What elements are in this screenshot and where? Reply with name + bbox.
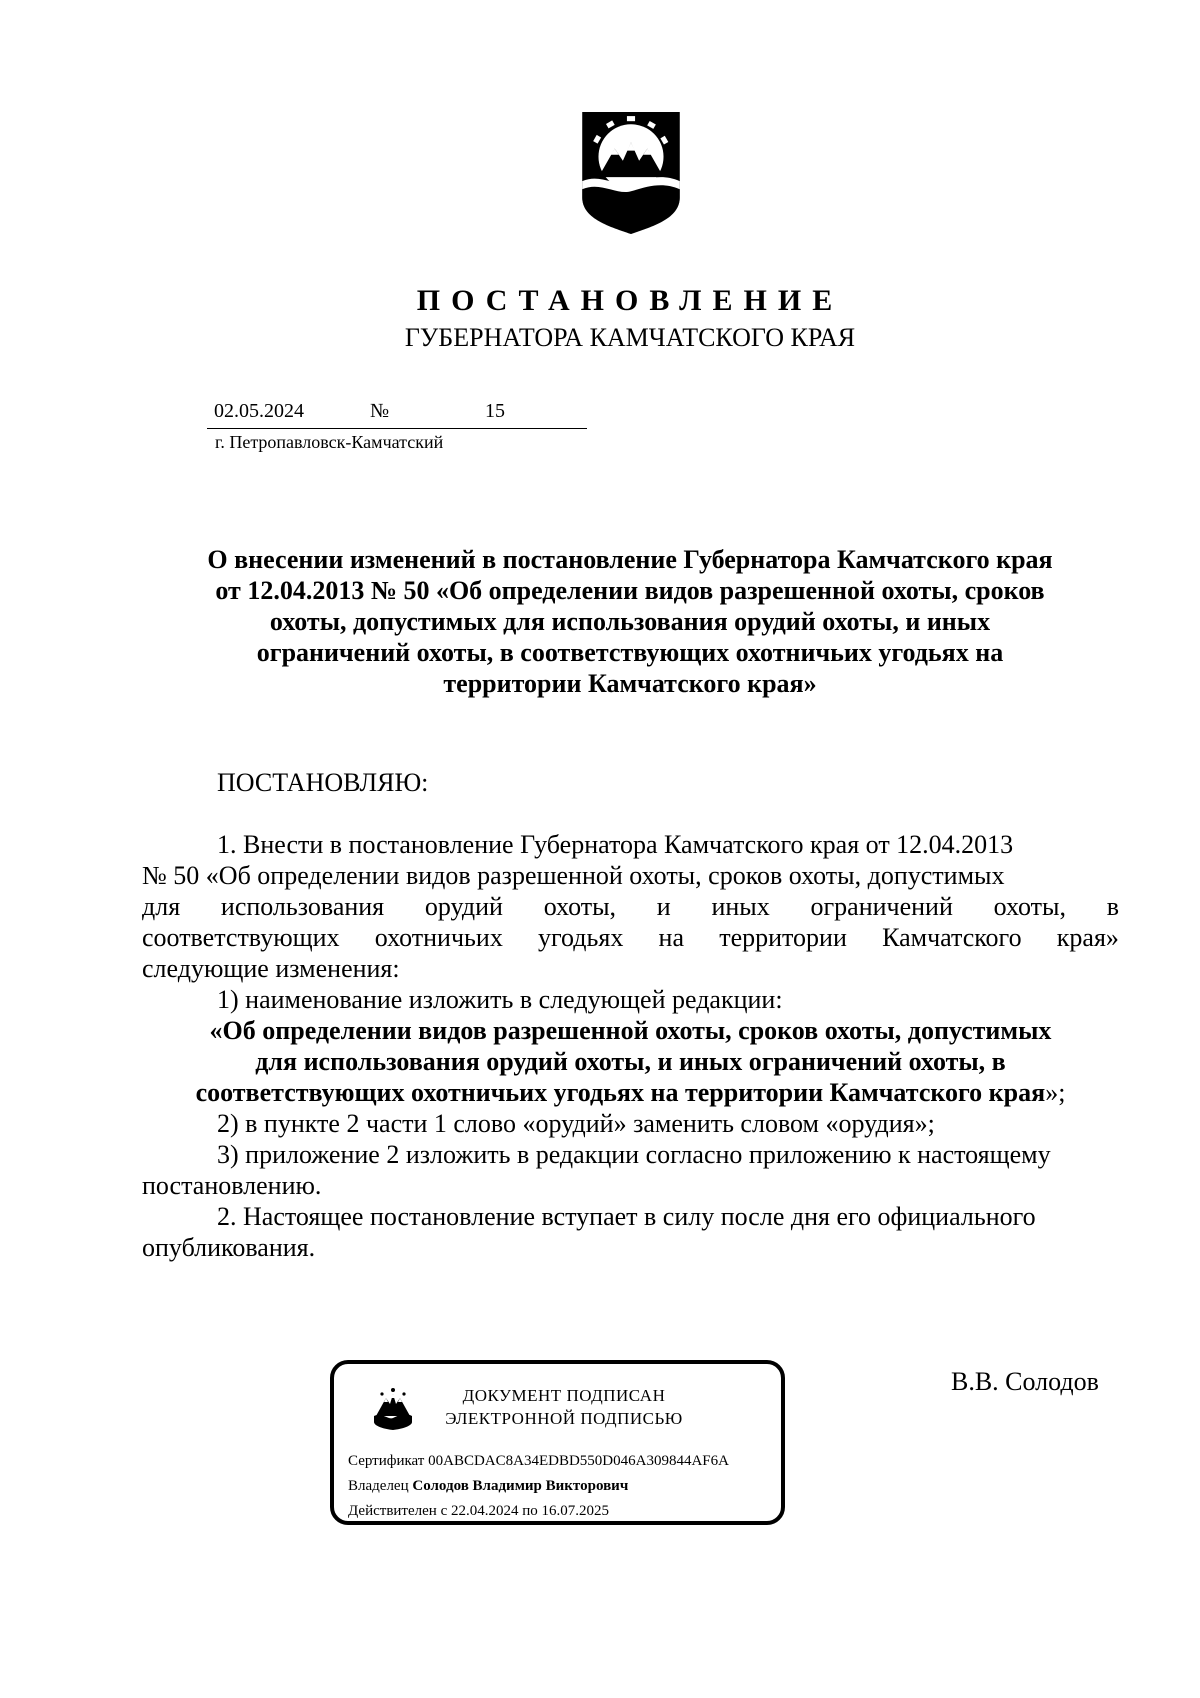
- document-number: 15: [485, 400, 505, 422]
- new-name-line: для использования орудий охоты, и иных ограничений охоты, в: [255, 1047, 1006, 1076]
- word: орудий: [424, 892, 503, 921]
- word: для: [142, 892, 181, 921]
- validity-from: 22.04.2024: [450, 1503, 519, 1519]
- stamp-heading-line: ЭЛЕКТРОННОЙ ПОДПИСЬЮ: [445, 1409, 683, 1428]
- word: охоты,: [543, 892, 617, 921]
- word: охотничьих: [374, 923, 503, 952]
- owner-value: Солодов Владимир Викторович: [412, 1478, 629, 1494]
- subitem-3-line: постановлению.: [142, 1171, 322, 1200]
- paragraph-1-line-justified: [142, 922, 1119, 953]
- validity-label: Действителен: [348, 1503, 437, 1519]
- paragraph-1-line: следующие изменения:: [142, 954, 400, 983]
- validity-to: 16.07.2025: [541, 1503, 610, 1519]
- subitem-3-line: 3) приложение 2 изложить в редакции согласно приложению к настоящему: [217, 1140, 1051, 1169]
- word: угодьях: [538, 923, 624, 952]
- title-line: О внесении изменений в постановление Губернатора Камчатского края: [207, 545, 1053, 574]
- resolve-heading: ПОСТАНОВЛЯЮ:: [217, 768, 429, 797]
- stamp-heading-line: ДОКУМЕНТ ПОДПИСАН: [462, 1386, 666, 1405]
- document-body: [142, 829, 1119, 1263]
- subitem-2: 2) в пункте 2 части 1 слово «орудий» заменить словом «орудия»;: [217, 1109, 935, 1138]
- electronic-signature-stamp: [330, 1360, 785, 1525]
- paragraph-2-line: опубликования.: [142, 1233, 316, 1262]
- stamp-emblem-icon: [372, 1386, 414, 1430]
- word: соответствующих: [142, 923, 340, 952]
- certificate-value: 00ABCDAC8A34EDBD550D046A309844AF6A: [428, 1453, 729, 1469]
- word: ограничений: [810, 892, 953, 921]
- coat-of-arms-icon: [580, 110, 682, 236]
- word: иных: [711, 892, 770, 921]
- paragraph-1-line: 1. Внести в постановление Губернатора Камчатского края от 12.04.2013: [217, 830, 1014, 859]
- paragraph-2-line: 2. Настоящее постановление вступает в силу после дня его официального: [217, 1202, 1036, 1231]
- signer-name: В.В. Солодов: [951, 1367, 1099, 1396]
- stamp-certificate-row: [348, 1453, 729, 1470]
- owner-label: Владелец: [348, 1478, 409, 1494]
- word: охоты,: [993, 892, 1066, 921]
- validity-to-label: по: [522, 1503, 538, 1519]
- stamp-heading: [434, 1384, 694, 1430]
- document-date: 02.05.2024: [214, 400, 304, 422]
- title-line: охоты, допустимых для использования орудий охоты, и иных: [269, 607, 991, 636]
- word: использования: [220, 892, 385, 921]
- document-issuer: ГУБЕРНАТОРА КАМЧАТСКОГО КРАЯ: [404, 323, 856, 352]
- title-line: ограничений охоты, в соответствующих охотничьих угодьях на: [256, 638, 1004, 667]
- paragraph-1-line: № 50 «Об определении видов разрешенной охоты, сроков охоты, допустимых: [142, 861, 1005, 890]
- certificate-label: Сертификат: [348, 1453, 425, 1469]
- document-city: г. Петропавловск-Камчатский: [215, 432, 444, 452]
- word: в: [1106, 892, 1119, 921]
- word: и: [656, 892, 671, 921]
- paragraph-1-line-justified: [142, 891, 1119, 922]
- title-line: территории Камчатского края»: [443, 669, 817, 698]
- document-meta: [207, 398, 587, 429]
- stamp-validity-row: [348, 1503, 609, 1520]
- document-kind: ПОСТАНОВЛЕНИЕ: [416, 284, 844, 317]
- stamp-owner-row: [348, 1478, 628, 1495]
- new-name-line-last: [142, 1077, 1119, 1108]
- new-name-closing-quote: »;: [1045, 1078, 1066, 1107]
- new-name-line: «Об определении видов разрешенной охоты, сроков охоты, допустимых: [209, 1016, 1052, 1045]
- validity-from-label: с: [440, 1503, 448, 1519]
- word: края»: [1056, 923, 1119, 952]
- word: на: [658, 923, 685, 952]
- new-name-text: соответствующих охотничьих угодьях на территории Камчатского края: [195, 1078, 1046, 1107]
- document-number-label: №: [370, 400, 390, 422]
- subitem-1: 1) наименование изложить в следующей редакции:: [217, 985, 783, 1014]
- title-line: от 12.04.2013 № 50 «Об определении видов разрешенной охоты, сроков: [215, 576, 1045, 605]
- word: Камчатского: [882, 923, 1022, 952]
- word: территории: [719, 923, 847, 952]
- document-title: [140, 544, 1120, 699]
